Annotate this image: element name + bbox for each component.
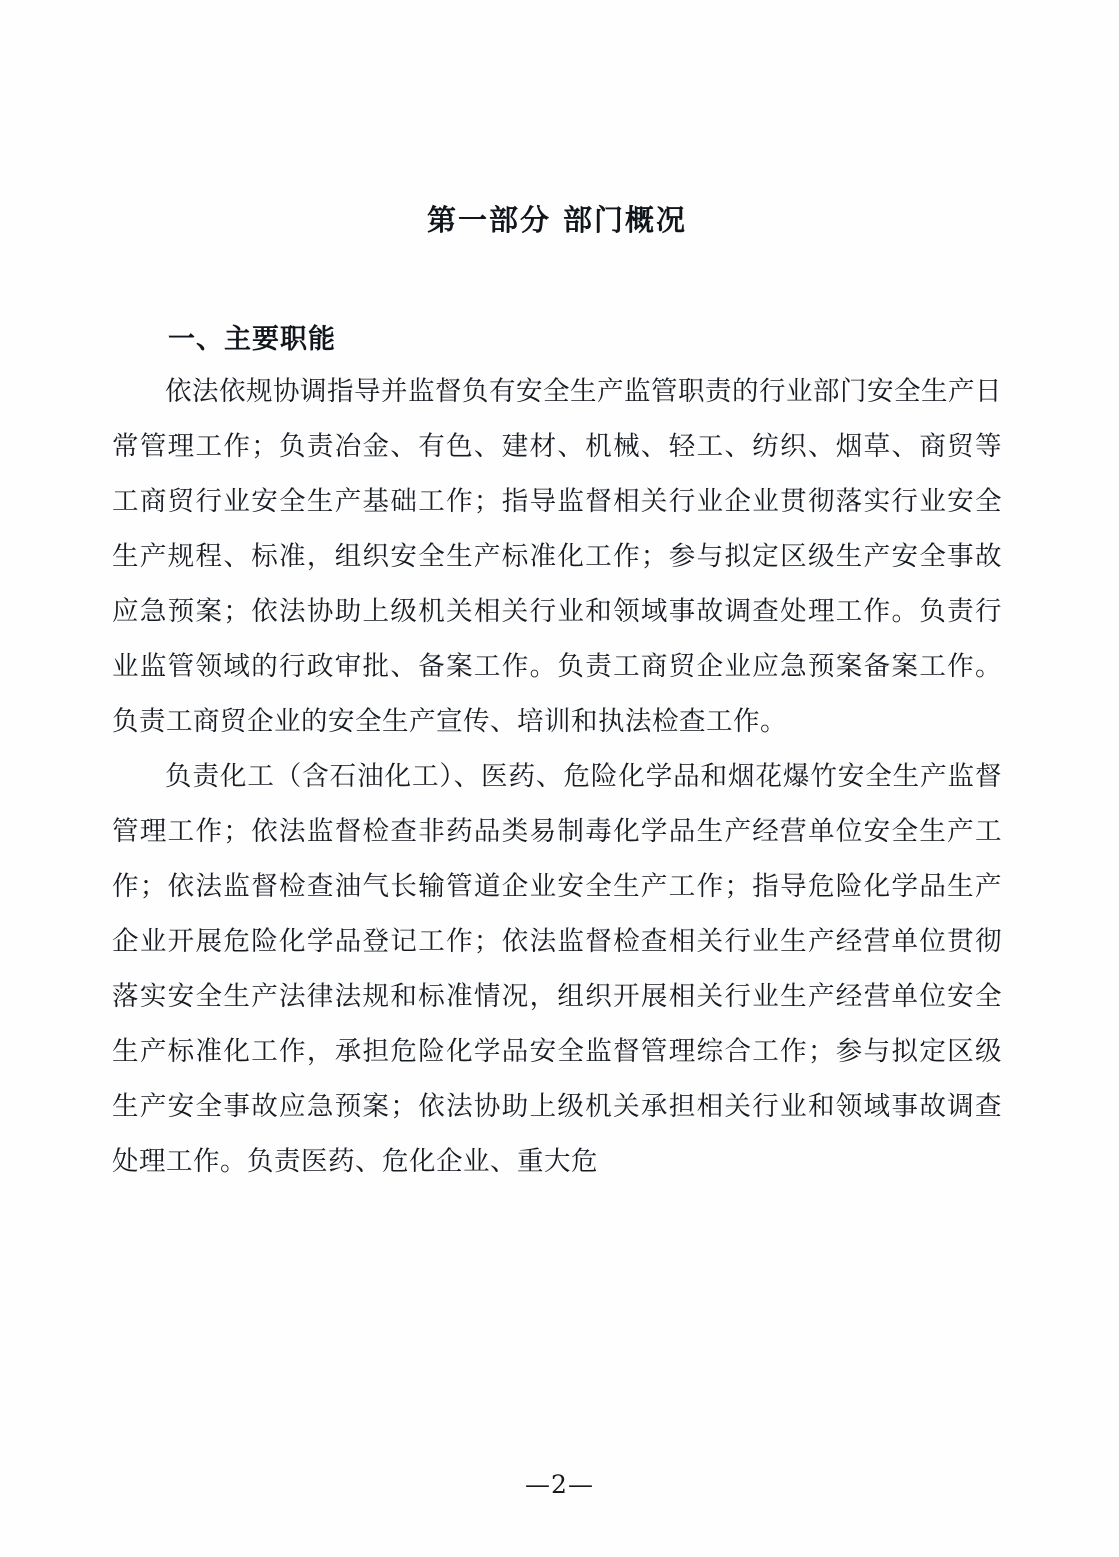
body-paragraph: 负责化工（含石油化工）、医药、危险化学品和烟花爆竹安全生产监督管理工作；依法监督检查非药品类易制毒化学品生产经营单位安全生产工作；依法监督检查油气长输管道企业安全生产工作；指导危险化学品生产企业开展危险化学品登记工作；依法监督检查相关行业生产经营单位贯彻落实安全生产法律法规和标准情况，组织开展相关行业生产经营单位安全生产标准化工作，承担危险化学品安全监督管理综合工作；参与拟定区级生产安全事故应急预案；依法协助上级机关承担相关行业和领域事故调查处理工作。负责医药、危化企业、重大危 <box>112 760 1002 1177</box>
page-number: —2— <box>525 1470 594 1499</box>
page-title: 第一部分 部门概况 <box>426 203 688 237</box>
section-heading: 一、主要职能 <box>168 323 336 355</box>
page-content <box>112 0 1002 1189</box>
body-paragraph: 依法依规协调指导并监督负有安全生产监管职责的行业部门安全生产日常管理工作；负责冶金、有色、建材、机械、轻工、纺织、烟草、商贸等工商贸行业安全生产基础工作；指导监督相关行业企业贯彻落实行业安全生产规程、标准，组织安全生产标准化工作；参与拟定区级生产安全事故应急预案；依法协助上级机关相关行业和领域事故调查处理工作。负责行业监管领域的行政审批、备案工作。负责工商贸企业应急预案备案工作。负责工商贸企业的安全生产宣传、培训和执法检查工作。 <box>112 375 1002 737</box>
